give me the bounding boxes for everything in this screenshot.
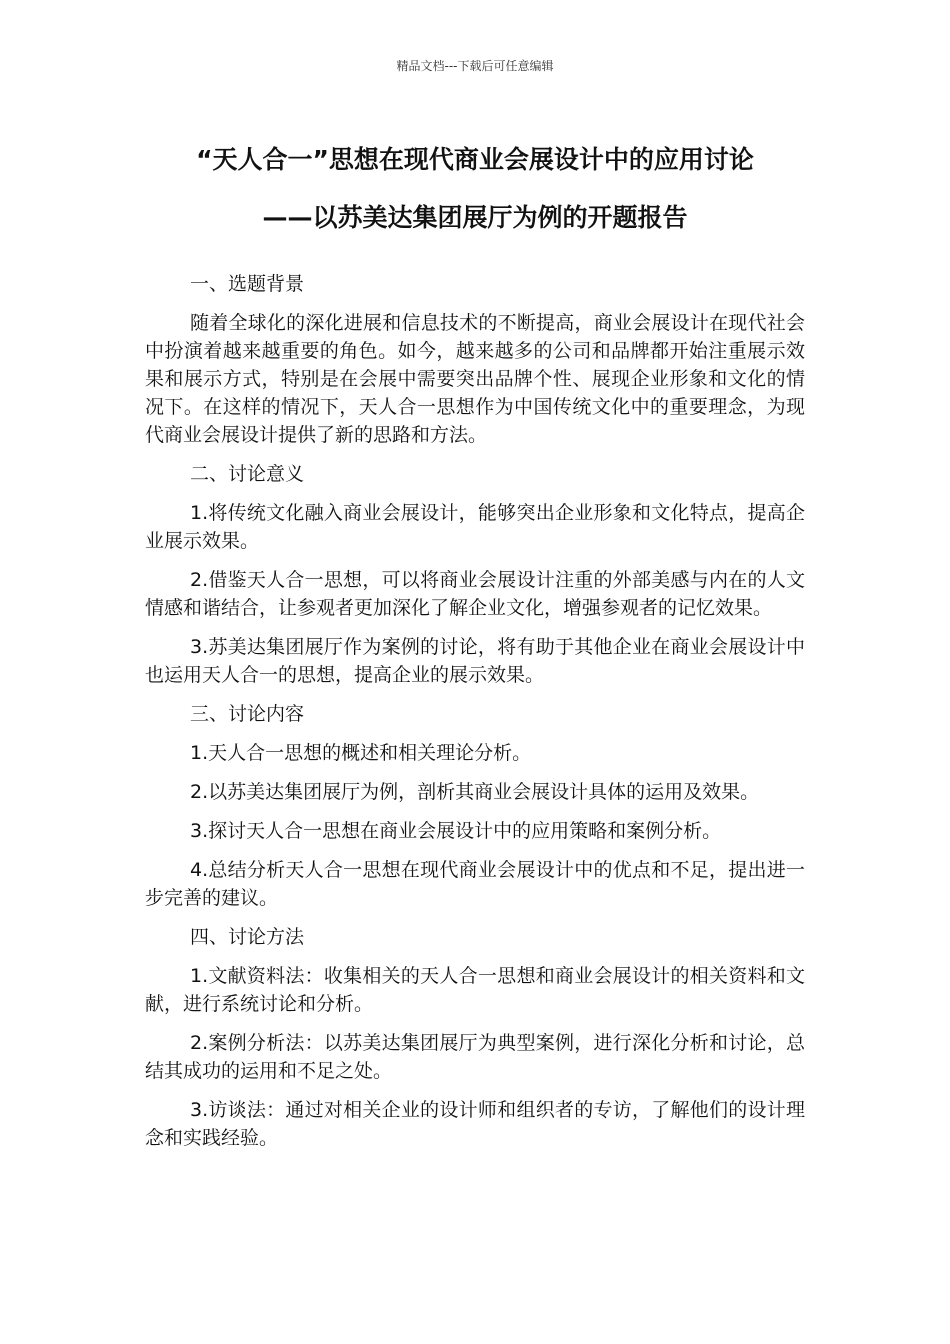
section-methods — [145, 923, 805, 1152]
paragraph: 2.以苏美达集团展厅为例，剖析其商业会展设计具体的运用及效果。 — [190, 781, 760, 803]
paragraph: 2.案例分析法：以苏美达集团展厅为典型案例，进行深化分析和讨论，总结其成功的运用和不足之处。 — [145, 1032, 805, 1082]
paragraph: 随着全球化的深化进展和信息技术的不断提高，商业会展设计在现代社会中扮演着越来越重要的角色。如今，越来越多的公司和品牌都开始注重展示效果和展示方式，特别是在会展中需要突出品牌个性、展现企业形象和文化的情况下。在这样的情况下，天人合一思想作为中国传统文化中的重要理念，为现代商业会展设计提供了新的思路和方法。 — [145, 312, 805, 446]
paragraph: 3.苏美达集团展厅作为案例的讨论，将有助于其他企业在商业会展设计中也运用天人合一的思想，提高企业的展示效果。 — [145, 636, 805, 686]
section-heading: 三、讨论内容 — [190, 703, 305, 725]
paragraph: 3.探讨天人合一思想在商业会展设计中的应用策略和案例分析。 — [190, 820, 722, 842]
page-header: 精品文档---下载后可任意编辑 — [396, 59, 554, 73]
document-body — [145, 270, 805, 1163]
section-heading: 二、讨论意义 — [190, 463, 305, 485]
section-heading: 一、选题背景 — [190, 273, 305, 295]
paragraph: 1.天人合一思想的概述和相关理论分析。 — [190, 742, 532, 764]
document-title: “天人合一”思想在现代商业会展设计中的应用讨论 — [196, 145, 754, 174]
section-heading: 四、讨论方法 — [190, 926, 305, 948]
paragraph: 2.借鉴天人合一思想，可以将商业会展设计注重的外部美感与内在的人文情感和谐结合，让参观者更加深化了解企业文化，增强参观者的记忆效果。 — [145, 569, 805, 619]
paragraph: 3.访谈法：通过对相关企业的设计师和组织者的专访，了解他们的设计理念和实践经验。 — [145, 1099, 805, 1149]
section-content — [145, 700, 805, 912]
paragraph: 1.文献资料法：收集相关的天人合一思想和商业会展设计的相关资料和文献，进行系统讨论和分析。 — [145, 965, 805, 1015]
document-subtitle: ——以苏美达集团展厅为例的开题报告 — [262, 203, 688, 232]
paragraph: 4.总结分析天人合一思想在现代商业会展设计中的优点和不足，提出进一步完善的建议。 — [145, 859, 805, 909]
paragraph: 1.将传统文化融入商业会展设计，能够突出企业形象和文化特点，提高企业展示效果。 — [145, 502, 805, 552]
section-background — [145, 270, 805, 449]
section-significance — [145, 460, 805, 689]
